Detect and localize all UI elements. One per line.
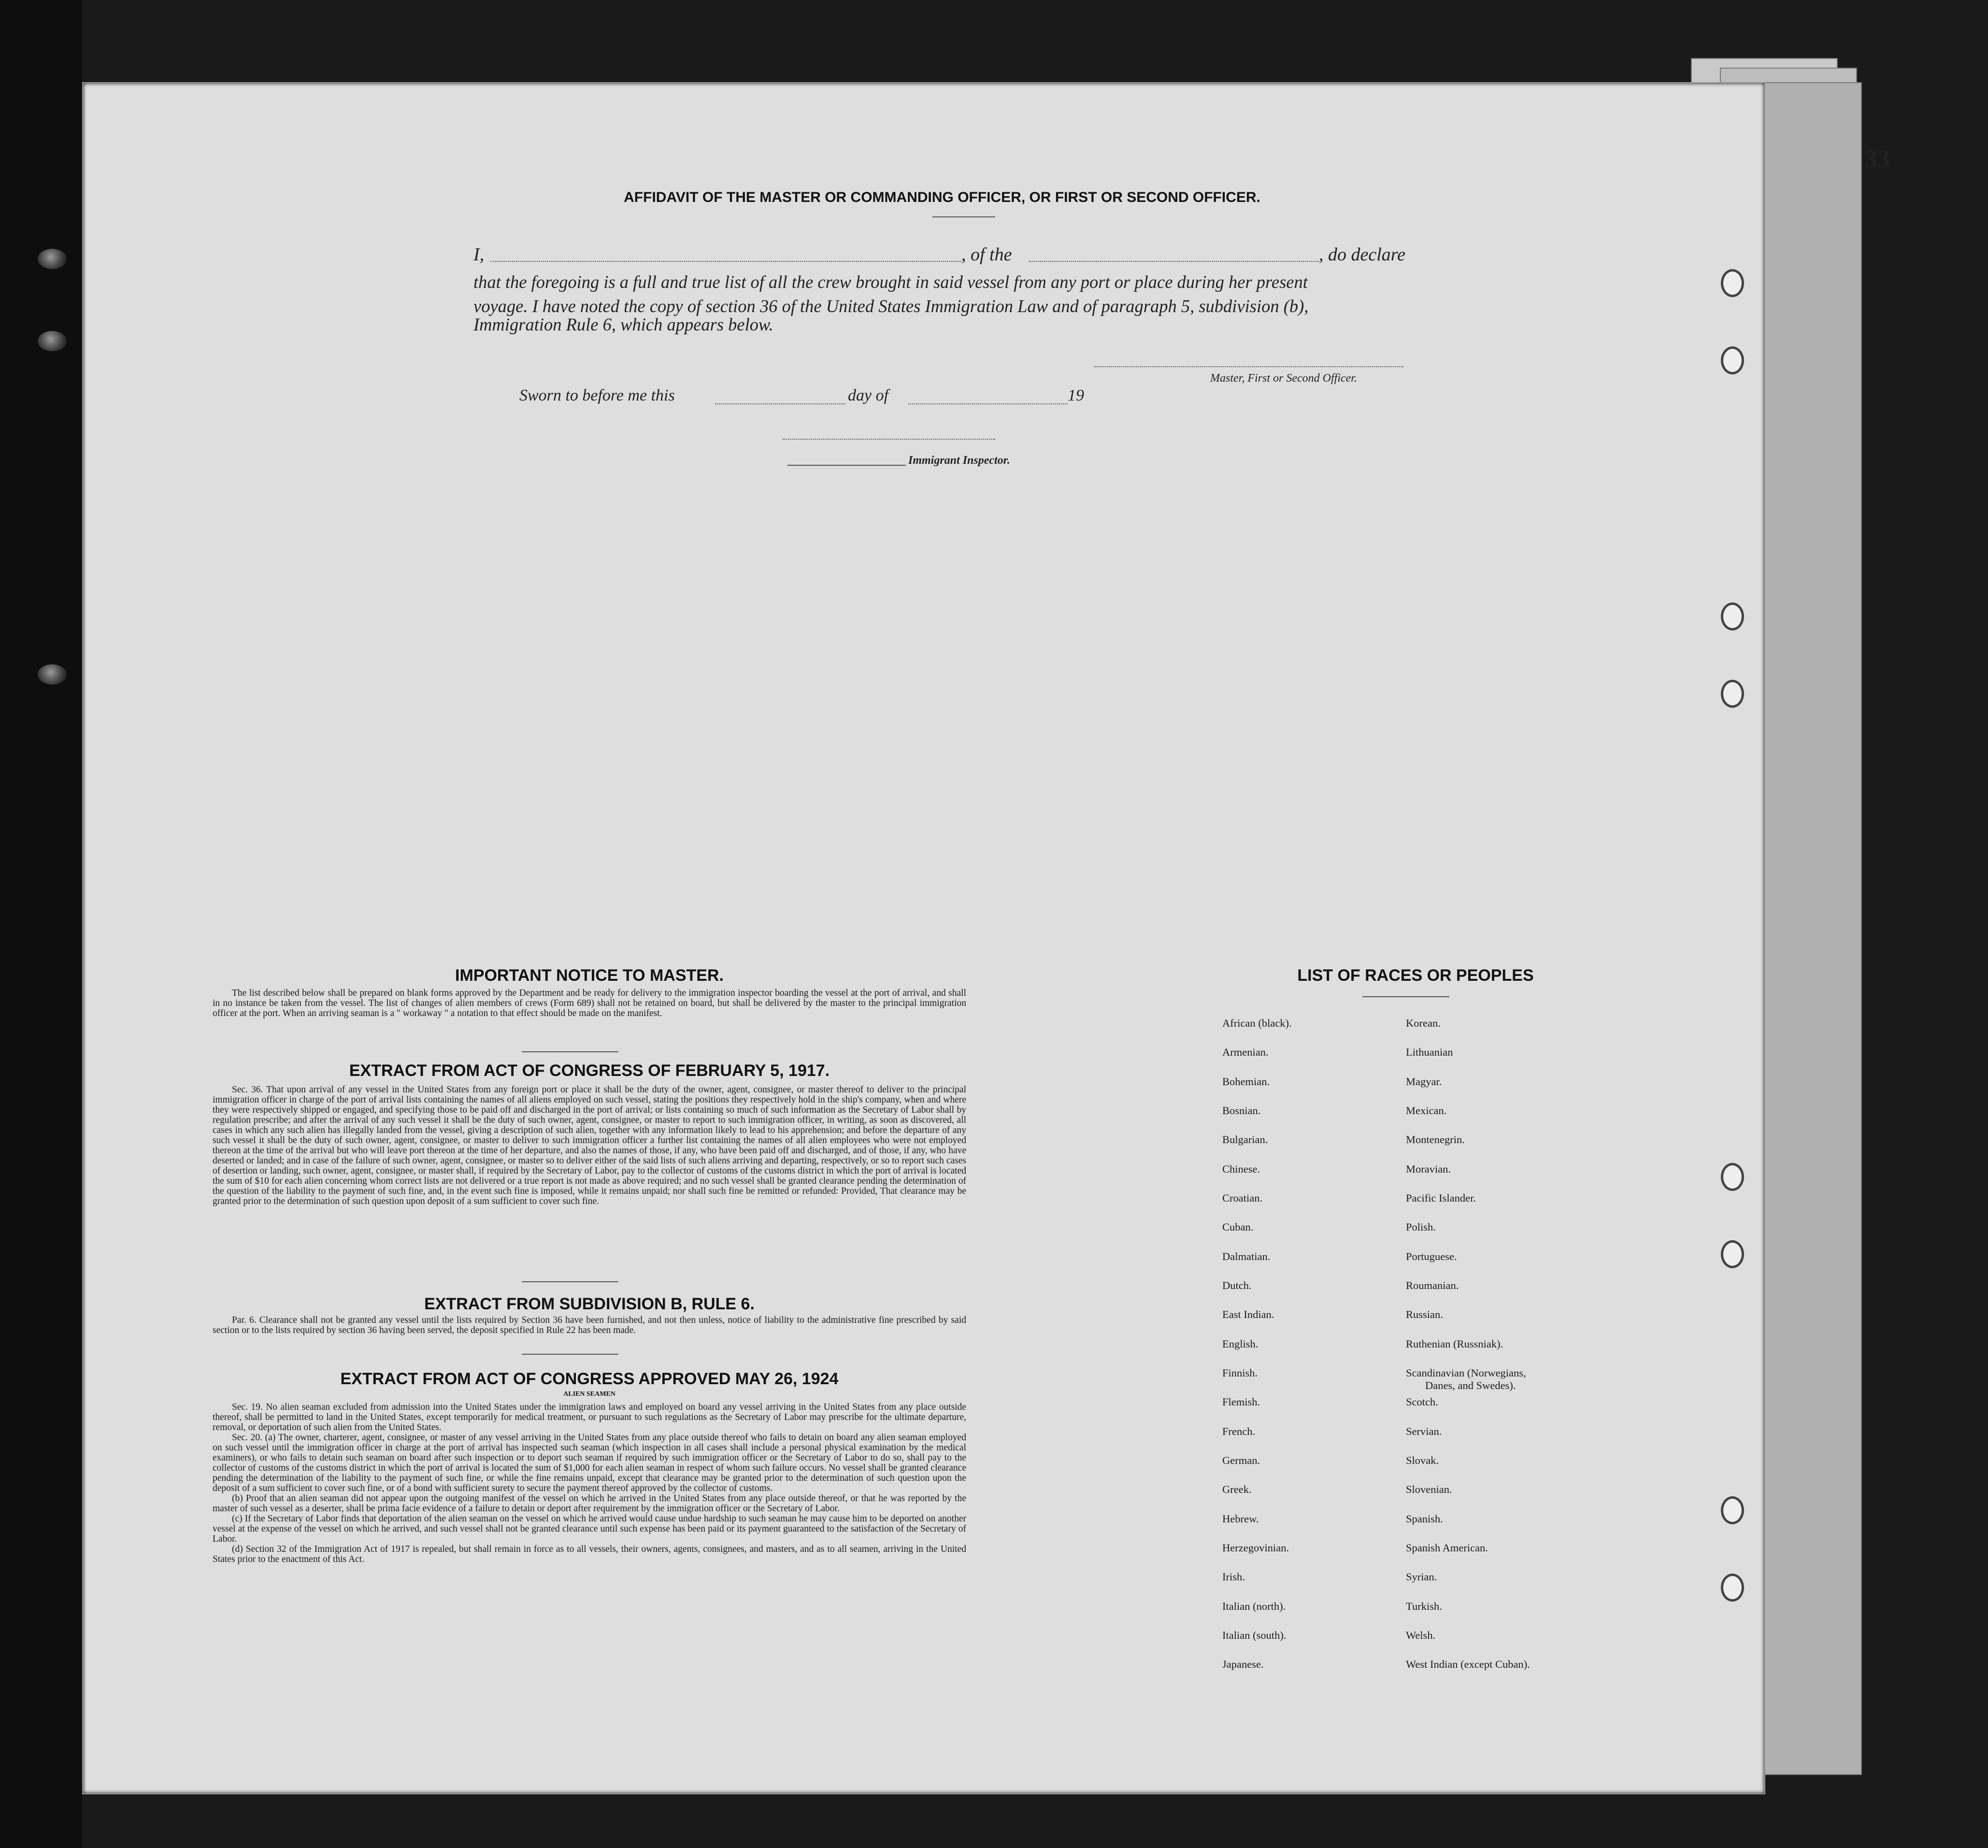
binder-edge — [0, 0, 82, 1848]
punch-hole — [1721, 1496, 1744, 1524]
race-item: Cuban. — [1222, 1221, 1254, 1233]
day-blank[interactable] — [715, 403, 845, 404]
race-item: Croatian. — [1222, 1192, 1263, 1204]
race-item: Turkish. — [1406, 1600, 1442, 1612]
race-item: Mexican. — [1406, 1104, 1447, 1117]
race-item: Armenian. — [1222, 1046, 1269, 1059]
race-item: Greek. — [1222, 1483, 1252, 1496]
extract-1917-title: EXTRACT FROM ACT OF CONGRESS OF FEBRUARY 5, 1917. — [349, 1061, 830, 1080]
vessel-blank[interactable] — [1029, 261, 1319, 262]
race-item: Bulgarian. — [1222, 1133, 1268, 1146]
extract-1924-subtitle: ALIEN SEAMEN — [563, 1390, 615, 1398]
race-item: Servian. — [1406, 1425, 1442, 1437]
race-item: Pacific Islander. — [1406, 1192, 1476, 1204]
race-item: Roumanian. — [1406, 1279, 1459, 1291]
extract-rule6-title: EXTRACT FROM SUBDIVISION B, RULE 6. — [424, 1295, 755, 1313]
punch-hole — [1721, 1574, 1744, 1602]
race-item: African (black). — [1222, 1017, 1292, 1029]
race-item: Italian (south). — [1222, 1629, 1287, 1641]
race-item: Italian (north). — [1222, 1600, 1286, 1612]
race-item: Danes, and Swedes). — [1425, 1379, 1516, 1391]
race-item: Moravian. — [1406, 1162, 1451, 1175]
race-item: Scandinavian (Norwegians, — [1406, 1367, 1526, 1379]
signature-label: Master, First or Second Officer. — [1210, 372, 1357, 385]
race-item: Dutch. — [1222, 1279, 1252, 1291]
race-item: Ruthenian (Russniak). — [1406, 1337, 1503, 1350]
race-item: Spanish American. — [1406, 1542, 1488, 1554]
race-item: Flemish. — [1222, 1396, 1260, 1408]
affidavit-of-the: , of the — [961, 244, 1012, 265]
race-item: West Indian (except Cuban). — [1406, 1658, 1530, 1671]
race-item: Dalmatian. — [1222, 1250, 1271, 1262]
name-blank[interactable] — [490, 261, 961, 262]
race-item: Chinese. — [1222, 1162, 1260, 1175]
race-item: Polish. — [1406, 1221, 1436, 1233]
affidavit-body-line: that the foregoing is a full and true list of all the crew brought in said vessel from any port or place during her present — [473, 272, 1308, 292]
race-item: French. — [1222, 1425, 1256, 1437]
year-prefix: 19 — [1068, 387, 1084, 404]
punch-hole — [1721, 1240, 1744, 1268]
punch-hole — [1721, 346, 1744, 374]
divider — [522, 1354, 618, 1355]
race-item: Slovenian. — [1406, 1483, 1452, 1496]
binder-ring — [38, 664, 67, 685]
races-title: LIST OF RACES OR PEOPLES — [1297, 966, 1534, 985]
punch-hole — [1721, 1163, 1744, 1191]
race-item: Hebrew. — [1222, 1512, 1259, 1525]
affidavit-body-line: voyage. I have noted the copy of section 36 of the United States Immigration Law and of paragraph 5, subdivision (b), — [473, 296, 1309, 316]
race-item: English. — [1222, 1337, 1259, 1350]
affidavit-body-line: Immigration Rule 6, which appears below. — [473, 315, 773, 334]
punch-hole — [1721, 602, 1744, 630]
sworn-text: Sworn to before me this — [519, 387, 675, 404]
divider — [522, 1051, 618, 1052]
day-of-text: day of — [848, 387, 889, 404]
race-item: Finnish. — [1222, 1367, 1258, 1379]
punch-hole — [1721, 680, 1744, 708]
extract-rule6-text: Par. 6. Clearance shall not be granted any vessel until the lists required by Section 36 have been furnished, and not then unless, notice of liability to the administrative fine prescribed by said section or to the lists required by section 36 having been served, the deposit specified in Rule 22 has been made. — [213, 1315, 966, 1335]
extract-1924-title: EXTRACT FROM ACT OF CONGRESS APPROVED MAY 26, 1924 — [340, 1370, 839, 1388]
notice-text: The list described below shall be prepared on blank forms approved by the Department and be ready for delivery to the immigration inspector boarding the vessel at the port of arrival, and shall in no instance be taken from the vessel. The list of changes of alien members of crews (Form 689) shall not be retained on board, but shall be delivered by the master to the principal immigration officer at the port. When an arriving seaman is a " workaway " a notation to that effect should be made on the manifest. — [213, 988, 966, 1018]
race-item: Lithuanian — [1406, 1046, 1453, 1059]
binder-ring — [38, 249, 67, 269]
extract-1917-text: Sec. 36. That upon arrival of any vessel in the United States from any foreign port or place it shall be the duty of the owner, agent, consignee, or master thereof to deliver to the principal immigration officer in charge of the port of arrival lists containing the names of all aliens employed on such vessel, stating the positions they respectively hold in the ship's company, when and where they were respectively shipped or engaged, and specifying those to be paid off and discharged in the port of arrival; or lists containing so much of such information as the Secretary of Labor shall by regulation prescribe; and after the arrival of any such vessel it shall be the duty of such owner, agent, consignee, or master to report to such immigration officer, in writing, as soon as discovered, all cases in which any such alien has illegally landed from the vessel, giving a description of such alien, together with any information likely to lead to his apprehension; and before the departure of any such vessel it shall be the duty of such owner, agent, consignee, or master to deliver to such immigration officer a further list containing the names of all alien employees who were not employed thereon at the time of the arrival but who will leave port thereon at the time of her departure, and also the names of those, if any, who have been paid off and discharged, and of those, if any, who have deserted or landed; and in case of the failure of such owner, agent, consignee, or master so to deliver either of the said lists of such aliens arriving and departing, respectively, or so to report such cases of desertion or landing, such owner, agent, consignee, or master shall, if required by the Secretary of Labor, pay to the collector of customs of the customs district in which the port of arrival is located the sum of $10 for each alien concerning whom correct lists are not delivered or a true report is not made as above required; and no such vessel shall be granted clearance pending the determination of the question of the liability to the payment of such fine, and, in the event such fine is imposed, while it remains unpaid; nor shall such fine be remitted or refunded: Provided, That clearance may be granted prior to the determination of such question upon deposit of a sum sufficient to cover such fine. — [213, 1085, 966, 1206]
race-item: Portuguese. — [1406, 1250, 1457, 1262]
race-item: Russian. — [1406, 1308, 1443, 1321]
race-item: Montenegrin. — [1406, 1133, 1465, 1146]
divider — [1362, 996, 1449, 997]
race-item: East Indian. — [1222, 1308, 1274, 1321]
notice-title: IMPORTANT NOTICE TO MASTER. — [455, 966, 724, 985]
punch-hole — [1721, 269, 1744, 297]
inspector-line — [787, 465, 906, 466]
extract-1924-text: Sec. 19. No alien seaman excluded from admission into the United States under the immigration laws and employed on board any vessel arriving in the United States from any place outside thereof, shall be permitted to land in the United States, except temporarily for medical treatment, or pursuant to such regulations as the Secretary of Labor may prescribe for the ultimate departure, removal, or deportation of such alien from the United States. Sec. 20. (a) The owner, charterer, agent, consignee, or master of any vessel arriving in the United States from any place outside thereof who fails to detain on board any alien seaman employed on such vessel until the immigration officer in charge at the port of arrival has inspected such seaman (which inspection in all cases shall include a personal physical examination by the medical examiners), or who fails to detain such seaman on board after such inspection or to deport such seaman if required by such immigration officer or the Secretary of Labor to do so, shall pay to the collector of customs of the customs district in which the port of arrival is located the sum of $1,000 for each alien seaman in respect of whom such failure occurs. No vessel shall be granted clearance pending the determination of the liability to the payment of such fine, or while the fine remains unpaid, except that clearance may be granted prior to the determination of such question upon the deposit of a sum sufficient to cover such fine, or of a bond with sufficient surety to secure the payment thereof approved by the collector of customs. (b) Proof that an alien seaman did not appear upon the outgoing manifest of the vessel on which he arrived in the United States from any place outside thereof, or that he was reported by the master of such vessel as a deserter, shall be prima facie evidence of a failure to detain or deport after requirement by the immigration officer or the Secretary of Labor. (c) If the Secretary of Labor finds that deportation of the alien seaman on the vessel on which he arrived would cause undue hardship to such seaman he may cause him to be deported on another vessel at the expense of the vessel on which he arrived, and such vessel shall not be granted clearance until such expense has been paid or its payment guaranteed to the satisfaction of the Secretary of Labor. (d) Section 32 of the Immigration Act of 1917 is repealed, but shall remain in force as to all vessels, their owners, agents, consignees, and masters, and as to all seamen, arriving in the United States prior to the enactment of this Act. — [213, 1402, 966, 1564]
affidavit-declare: , do declare — [1319, 244, 1406, 265]
month-blank[interactable] — [908, 403, 1068, 404]
race-item: Irish. — [1222, 1571, 1245, 1583]
race-item: Scotch. — [1406, 1396, 1438, 1408]
race-item: Magyar. — [1406, 1075, 1442, 1088]
race-item: Slovak. — [1406, 1454, 1439, 1466]
race-item: Korean. — [1406, 1017, 1441, 1029]
race-item: Spanish. — [1406, 1512, 1443, 1525]
signature-blank[interactable] — [1094, 366, 1403, 367]
inspector-blank[interactable] — [783, 439, 995, 440]
inspector-label: Immigrant Inspector. — [908, 454, 1010, 467]
race-item: Bosnian. — [1222, 1104, 1261, 1117]
race-item: German. — [1222, 1454, 1260, 1466]
race-item: Japanese. — [1222, 1658, 1264, 1671]
affidavit-title: AFFIDAVIT OF THE MASTER OR COMMANDING OFFICER, OR FIRST OR SECOND OFFICER. — [624, 189, 1260, 205]
divider — [522, 1281, 618, 1282]
page-number: 33 — [1865, 145, 1890, 173]
race-item: Welsh. — [1406, 1629, 1436, 1641]
affidavit-i: I, — [473, 244, 485, 265]
divider — [932, 216, 995, 217]
race-item: Syrian. — [1406, 1571, 1437, 1583]
race-item: Herzegovinian. — [1222, 1542, 1289, 1554]
race-item: Bohemian. — [1222, 1075, 1270, 1088]
binder-ring — [38, 331, 67, 351]
